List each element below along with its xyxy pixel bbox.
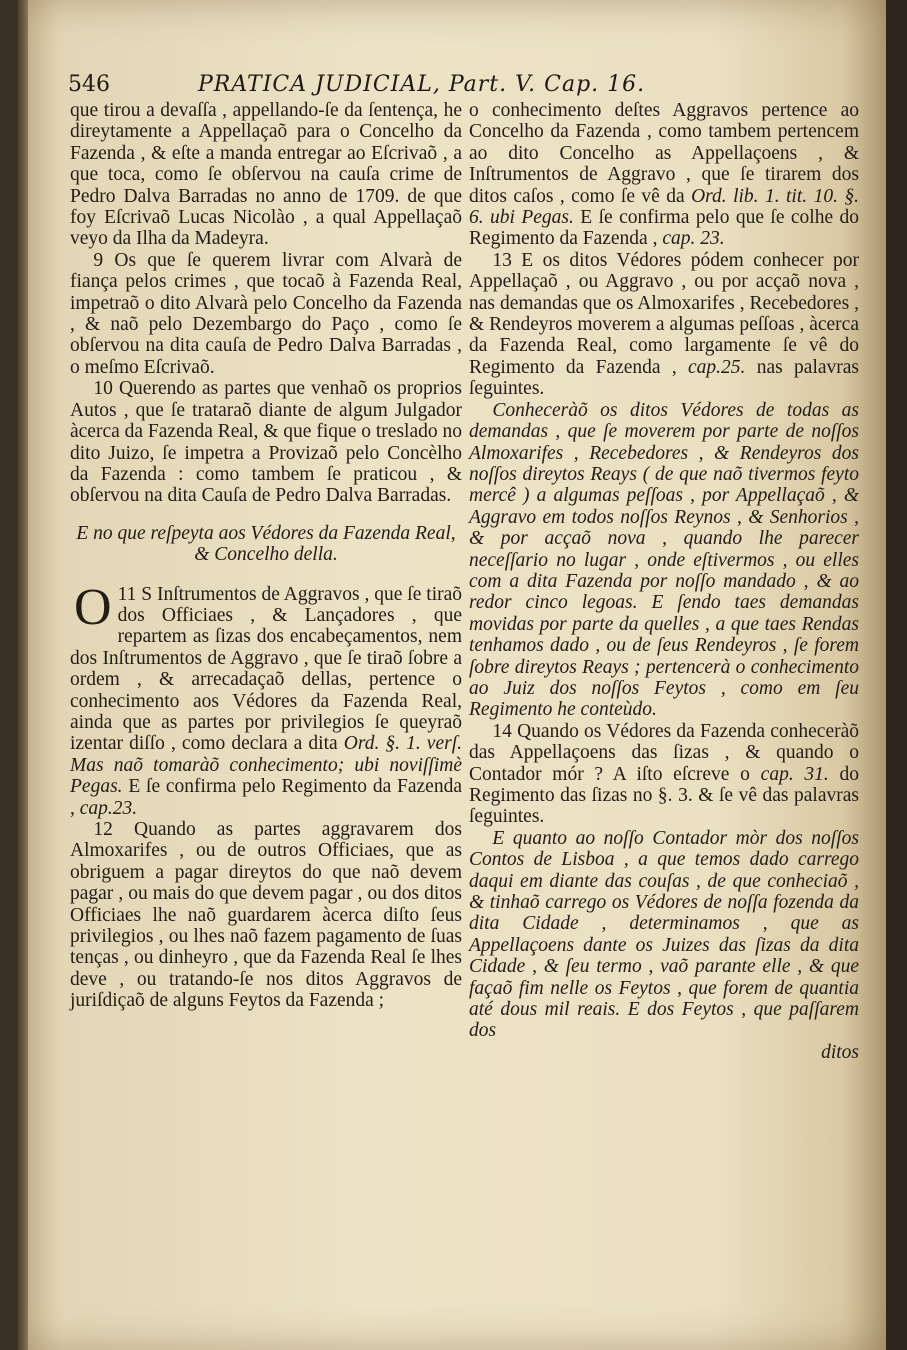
paragraph <box>469 100 859 250</box>
page-edge <box>886 0 907 1350</box>
right-column <box>469 100 859 1063</box>
binding-gutter <box>18 0 28 1350</box>
paragraph-text: o conhecimento deſtes Aggravos pertence ao Concelho da Fazenda , como tambem pertencem ao dito Concelho as Appellaçoens , & Inſtrumentos de Aggravo , que ſe tirarem dos ditos caſos , como ſe vê da <box>469 100 859 207</box>
paragraph-text: S Inſtrumentos de Aggravos , que ſe tiraõ dos Officiaes , & Lançadores , que repartem as ſizas dos encabeçamentos, nem dos Inſtrumentos de Aggravo , que ſe tiraõ ſobre a ordem , & arrecadaçaõ dellas, pertence o conhecimento aos Védores da Fazenda Real, ainda que as partes por privilegios ſe queyraõ izentar diſſo , como declara a dita <box>70 583 463 755</box>
drop-cap: O <box>74 578 112 636</box>
quotation: E quanto ao noſſo Contador mòr dos noſſos Contos de Lisboa , a que temos dado carrego daqui em diante das couſas , de que conheciaõ , & tinhaõ carrego os Védores de noſſa fozenda da dita Cidade , determinamos , que as Appellaçoens dante os Juizes das ſizas da dita Cidade , & ſeu termo , vaõ parante elle , & que façaõ fim nelle os Feytos , que forem de quantia até dous mil reais. E dos Feytos , que paſſarem dos <box>469 827 859 1042</box>
paragraph-10: 10 Querendo as partes que venhaõ os proprios Autos , que ſe trataraõ diante de algum Julgador àcerca da Fazenda Real, & que fique o treslado no dito Juizo, ſe impetra a Provizaõ pelo Concèlho da Fazenda : como tambem ſe praticou , & obſervou na dita Cauſa de Pedro Dalva Barradas. <box>70 378 462 507</box>
paragraph-12: 12 Quando as partes aggravarem dos Almoxarifes , ou de outros Officiaes, que as obriguem a pagar direytos do que naõ devem pagar , ou mais do que devem pagar , ou dos ditos Officiaes lhe naõ guardarem àcerca diſto ſeus privilegios , ou lhes naõ fazem pagamento de ſuas tenças , ou dinheyro , que da Fazenda Real ſe lhes deve , ou tratando-ſe nos ditos Aggravos de juriſdiçaõ de alguns Feytos da Fazenda ; <box>70 819 462 1012</box>
quotation: Conheceràõ os ditos Védores de todas as demandas , que ſe moverem por parte de noſſos Almoxarifes , Recebedores , & Rendeyros dos noſſos direytos Reays ( de que naõ tivermos feyto mercê ) a algumas peſſoas , por Appellaçaõ , & Aggravo em todos noſſos Reynos , & Senhorios , & por acçaõ nova , quando lhe parecer neceſſario no lugar , onde eſtivermos , ou elles com a dita Fazenda por noſſo mandado , & ao redor cinco legoas. E ſendo taes demandas movidas por parte da quelles , a que taes Rendas tenhamos dado , ou de ſeus Rendeyros , ſe forem ſobre direytos Reays ; pertencerà o conhecimento ao Juiz dos noſſos Feytos , como em ſeu Regimento he conteùdo. <box>469 399 859 721</box>
paragraph-text: 14 Quando os Védores da Fazenda conheceràõ das Appellaçoens das ſizas , & quando o Contador mór ? A iſto eſcreve o <box>469 720 859 785</box>
chapter-ref: cap. 31. <box>760 763 829 785</box>
paragraph-11 <box>70 578 463 819</box>
paragraph-text: E ſe confirma pelo que ſe colhe do Regimento da Fazenda , <box>469 207 860 250</box>
chapter-ref: cap. 23. <box>662 228 725 250</box>
left-column <box>70 100 462 1012</box>
citation: Ord. lib. 1. tit. 10. §. 6. ubi Pegas. <box>469 185 859 229</box>
paragraph-9: 9 Os que ſe querem livrar com Alvarà de fiança pelos crimes , que tocaõ à Fazenda Real, impetraõ o dito Alvarà pelo Concelho da Fazenda , & naõ pelo Dezembargo do Paço , como ſe obſervou na dita cauſa de Pedro Dalva Barradas , o meſmo Eſcrivaõ. <box>70 249 462 378</box>
paragraph-text: 13 E os ditos Védores pódem conhecer por Appellaçaõ , ou Aggravo , ou por acçaõ nova , nas demandas que os Almoxarifes , Recebedores , & Rendeyros moverem a algumas peſſoas , àcerca da Fazenda Real, como largamente ſe vê do Regimento da Fazenda , <box>469 249 859 378</box>
chapter-ref: cap.23. <box>79 797 138 819</box>
paragraph: que tirou a devaſſa , appellando-ſe da ſentença, he direytamente a Appellaçaõ para o Concelho da Fazenda , & eſte a manda entregar ao Eſcrivaõ , a que toca, como ſe obſervou na cauſa crime de Pedro Dalva Barradas no anno de 1709. de que foy Eſcrivaõ Lucas Nicolào , a qual Appellaçaõ veyo da Ilha da Madeyra. <box>70 100 462 250</box>
page-number: 546 <box>68 72 110 97</box>
paragraph-text: do Regimento das ſizas no §. 3. & ſe vê das palavras ſeguintes. <box>469 763 860 828</box>
running-title: PRATICA JUDICIAL, Part. V. Cap. 16. <box>198 72 646 97</box>
book-page <box>18 0 886 1350</box>
paragraph-13 <box>469 250 859 400</box>
paragraph-text: E ſe confirma pelo Regimento da Fazenda , <box>70 776 462 819</box>
page-header <box>68 72 848 102</box>
catchword: ditos <box>821 1041 859 1063</box>
paragraph-14 <box>469 721 859 828</box>
chapter-ref: cap.25. <box>688 356 746 378</box>
section-heading: E no que reſpeyta aos Védores da Fazenda Real, & Concelho della. <box>76 522 456 566</box>
paragraph-number: 11 <box>117 583 137 605</box>
paragraph-text: nas palavras ſeguintes. <box>469 356 860 400</box>
citation: Ord. §. 1. verſ. Mas naõ tomaràõ conhecimento; ubi noviſſimè Pegas. <box>70 733 463 798</box>
